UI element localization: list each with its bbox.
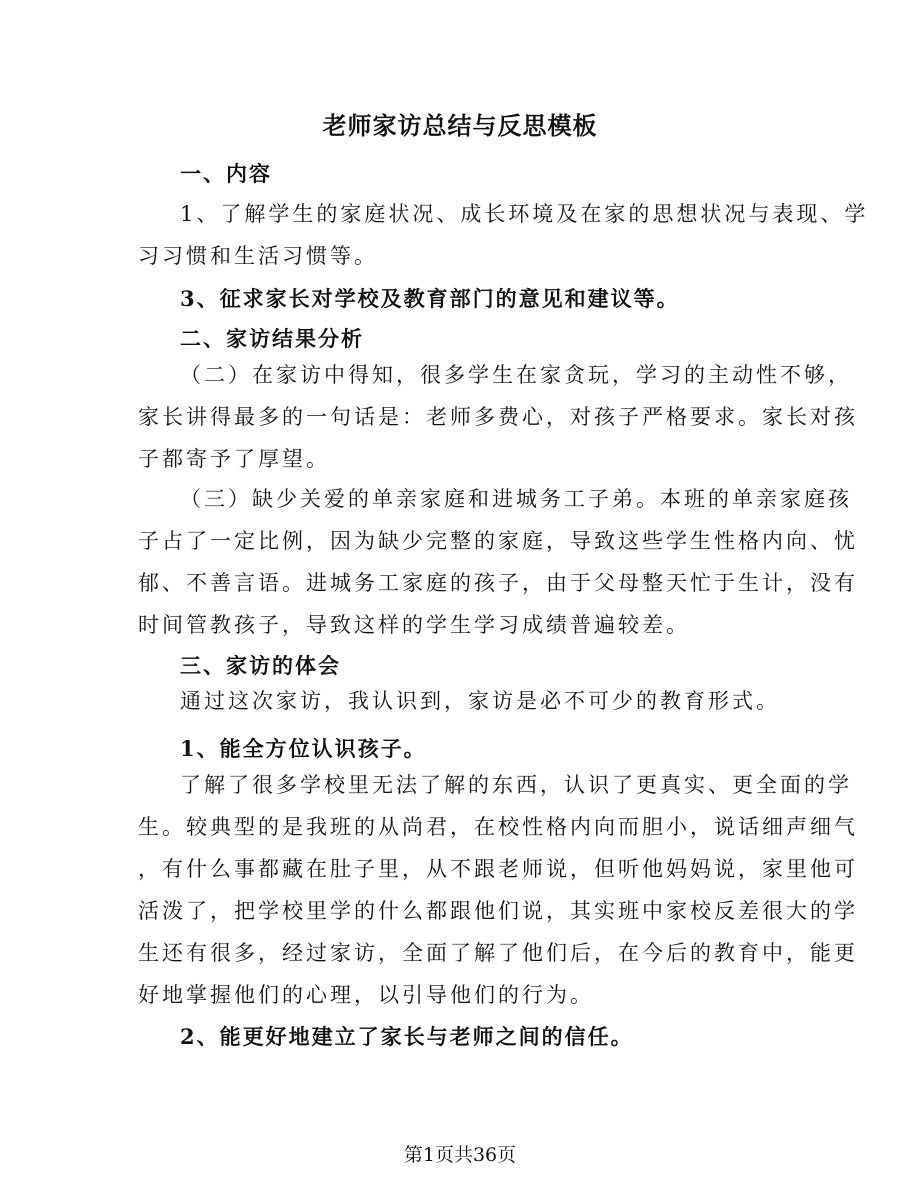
item-heading-2: 2、能更好地建立了家长与老师之间的信任。 <box>180 1024 634 1049</box>
paragraph-line: 了解了很多学校里无法了解的东西，认识了更真实、更全面的学 <box>180 773 852 797</box>
paragraph-line: 活泼了，把学校里学的什么都跟他们说，其实班中家校反差很大的学 <box>138 899 858 923</box>
item-heading-1: 1、能全方位认识孩子。 <box>180 736 427 761</box>
paragraph-line: 1、了解学生的家庭状况、成长环境及在家的思想状况与表现、学 <box>180 202 869 226</box>
paragraph-line: 生还有很多，经过家访，全面了解了他们后，在今后的教育中，能更 <box>138 941 858 965</box>
section-heading-reflection: 三、家访的体会 <box>180 653 341 678</box>
paragraph-line: 通过这次家访，我认识到，家访是必不可少的教育形式。 <box>180 689 780 713</box>
paragraph-line: （二）在家访中得知，很多学生在家贪玩，学习的主动性不够， <box>180 363 852 387</box>
paragraph-item-1 <box>138 193 869 277</box>
paragraph-reflection-intro <box>138 680 788 722</box>
paragraph-analysis-2 <box>138 354 858 480</box>
paragraph-reflection-1 <box>138 764 858 1016</box>
paragraph-line: （三）缺少关爱的单亲家庭和进城务工子弟。本班的单亲家庭孩 <box>180 487 852 511</box>
page-number: 第1页共36页 <box>403 1144 517 1166</box>
paragraph-line: 习习惯和生活习惯等。 <box>138 244 378 268</box>
paragraph-line: 郁、不善言语。进城务工家庭的孩子，由于父母整天忙于生计，没有 <box>138 571 858 595</box>
paragraph-line: 家长讲得最多的一句话是：老师多费心，对孩子严格要求。家长对孩 <box>138 405 858 429</box>
paragraph-line: 时间管教孩子，导致这样的学生学习成绩普遍较差。 <box>138 613 690 637</box>
paragraph-line: ，有什么事都藏在肚子里，从不跟老师说，但听他妈妈说，家里他可 <box>138 857 858 881</box>
paragraph-line: 子都寄予了厚望。 <box>138 447 330 471</box>
paragraph-analysis-3 <box>138 478 858 646</box>
paragraph-line: 好地掌握他们的心理，以引导他们的行为。 <box>138 983 594 1007</box>
paragraph-line: 生。较典型的是我班的从尚君，在校性格内向而胆小，说话细声细气 <box>138 815 858 839</box>
section-heading-analysis: 二、家访结果分析 <box>180 326 364 351</box>
paragraph-line: 子占了一定比例，因为缺少完整的家庭，导致这些学生性格内向、忧 <box>138 529 858 553</box>
section-heading-content: 一、内容 <box>180 161 272 186</box>
item-heading-3: 3、征求家长对学校及教育部门的意见和建议等。 <box>180 286 680 311</box>
document-title: 老师家访总结与反思模板 <box>322 111 598 140</box>
